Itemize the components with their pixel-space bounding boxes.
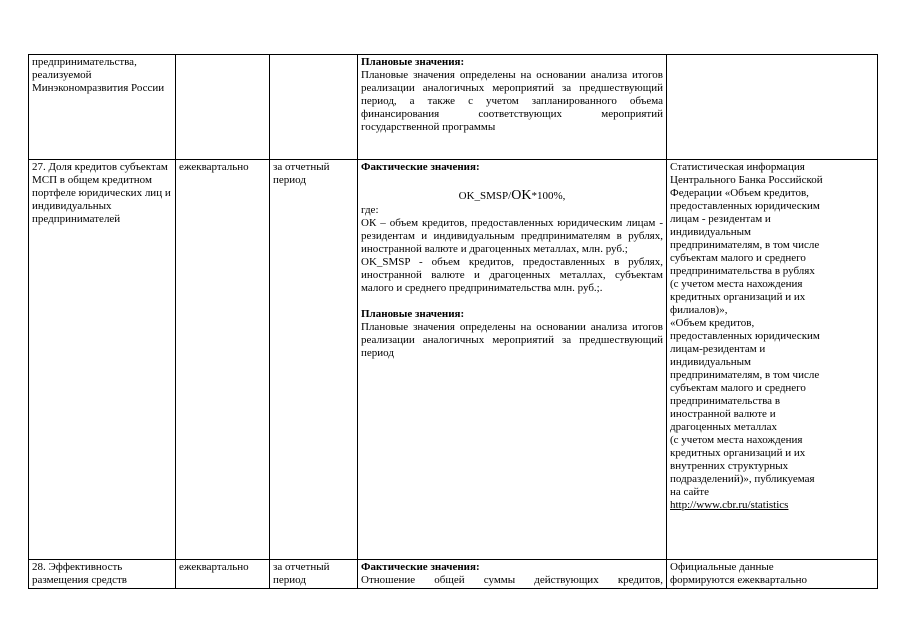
source-line: (с учетом места нахождения — [670, 434, 803, 446]
indicator-text: предпринимательства, реализуемой Минэкономразвития России — [32, 56, 165, 94]
formula-numerator: OK_SMSP/ — [458, 190, 512, 202]
source-line: предпринимательства в рублях — [670, 265, 815, 277]
indicator-cell — [29, 55, 176, 160]
formula-multiplier: *100%, — [531, 190, 566, 202]
period-cell — [270, 560, 358, 589]
table-row-26 — [29, 55, 878, 160]
source-text-line1: Официальные данные — [670, 561, 774, 573]
definition-ok: ОК – объем кредитов, предоставленных юридическим лицам - резидентам и индивидуальным предпринимателям в рублях, иностранной валюте и драгоценных металлах, млн. руб.; — [361, 217, 663, 255]
indicator-cell — [29, 160, 176, 560]
where-label: где: — [361, 204, 379, 216]
source-line: филиалов)», — [670, 304, 728, 316]
source-line: индивидуальным — [670, 356, 752, 368]
definition-ok-smsp: OK_SMSP - объем кредитов, предоставленных в рублях, иностранной валюте и драгоценных металлах, субъектам малого и среднего предпринимательства млн. руб.;. — [361, 256, 663, 294]
source-line: предпринимательства в — [670, 395, 781, 407]
source-line: Центрального Банка Российской — [670, 174, 823, 186]
source-line: на сайте — [670, 486, 709, 498]
period-text-line2: период — [273, 574, 306, 586]
source-line: индивидуальным — [670, 226, 752, 238]
source-line: иностранной валюте и — [670, 408, 776, 420]
actual-heading: Фактические значения: — [361, 161, 480, 173]
source-line: субъектам малого и среднего — [670, 382, 806, 394]
source-line: предпринимателям, в том числе — [670, 239, 820, 251]
source-line: предпринимателям, в том числе — [670, 369, 820, 381]
formula — [361, 189, 663, 203]
period-text-line1: за отчетный — [273, 561, 330, 573]
indicator-text-line1: 28. Эффективность — [32, 561, 123, 573]
periodicity-text: ежеквартально — [179, 561, 249, 573]
actual-heading: Фактические значения: — [361, 561, 480, 573]
actual-text: Отношение общей суммы действующих кредитов, — [361, 574, 663, 586]
source-link[interactable]: http://www.cbr.ru/statistics — [670, 499, 789, 511]
source-line: кредитных организаций и их — [670, 447, 806, 459]
period-cell — [270, 160, 358, 560]
periodicity-cell — [176, 55, 270, 160]
period-cell — [270, 55, 358, 160]
source-line: внутренних структурных — [670, 460, 789, 472]
source-line: предоставленных юридическим — [670, 330, 820, 342]
source-line: (с учетом места нахождения — [670, 278, 803, 290]
table-row-28 — [29, 560, 878, 589]
indicator-text-line2: размещения средств — [32, 574, 127, 586]
source-line: субъектам малого и среднего — [670, 252, 806, 264]
periodicity-cell — [176, 160, 270, 560]
planned-text: Плановые значения определены на основании анализа итогов реализации аналогичных мероприятий за предшествующий период, а также с учетом запланированного объема финансирования соответствующих мероприятий государственной программы — [361, 69, 663, 133]
source-cell — [667, 560, 878, 589]
periodicity-text: ежеквартально — [179, 161, 249, 173]
table-row-27 — [29, 160, 878, 560]
period-text: за отчетный период — [273, 161, 330, 186]
planned-heading: Плановые значения: — [361, 308, 465, 320]
source-line: лицам - резидентам и — [670, 213, 771, 225]
source-text-line2: формируются ежеквартально — [670, 574, 808, 586]
formula-denominator: OK — [511, 188, 532, 203]
source-line: драгоценных металлах — [670, 421, 778, 433]
source-line: «Объем кредитов, — [670, 317, 755, 329]
indicators-table — [28, 54, 878, 589]
source-cell — [667, 55, 878, 160]
source-line: подразделений)», публикуемая — [670, 473, 815, 485]
method-cell — [358, 160, 667, 560]
method-cell — [358, 560, 667, 589]
planned-heading: Плановые значения: — [361, 56, 465, 68]
indicator-text: 27. Доля кредитов субъектам МСП в общем кредитном портфеле юридических лиц и индивидуальных предпринимателей — [32, 161, 171, 225]
planned-text: Плановые значения определены на основании анализа итогов реализации аналогичных мероприятий за предшествующий период — [361, 321, 663, 359]
method-cell — [358, 55, 667, 160]
source-line: кредитных организаций и их — [670, 291, 806, 303]
source-line: лицам-резидентам и — [670, 343, 766, 355]
indicator-cell — [29, 560, 176, 589]
source-line: предоставленных юридическим — [670, 200, 820, 212]
source-line: Федерации «Объем кредитов, — [670, 187, 809, 199]
periodicity-cell — [176, 560, 270, 589]
source-line: Статистическая информация — [670, 161, 805, 173]
source-cell — [667, 160, 878, 560]
source-text — [670, 161, 874, 499]
